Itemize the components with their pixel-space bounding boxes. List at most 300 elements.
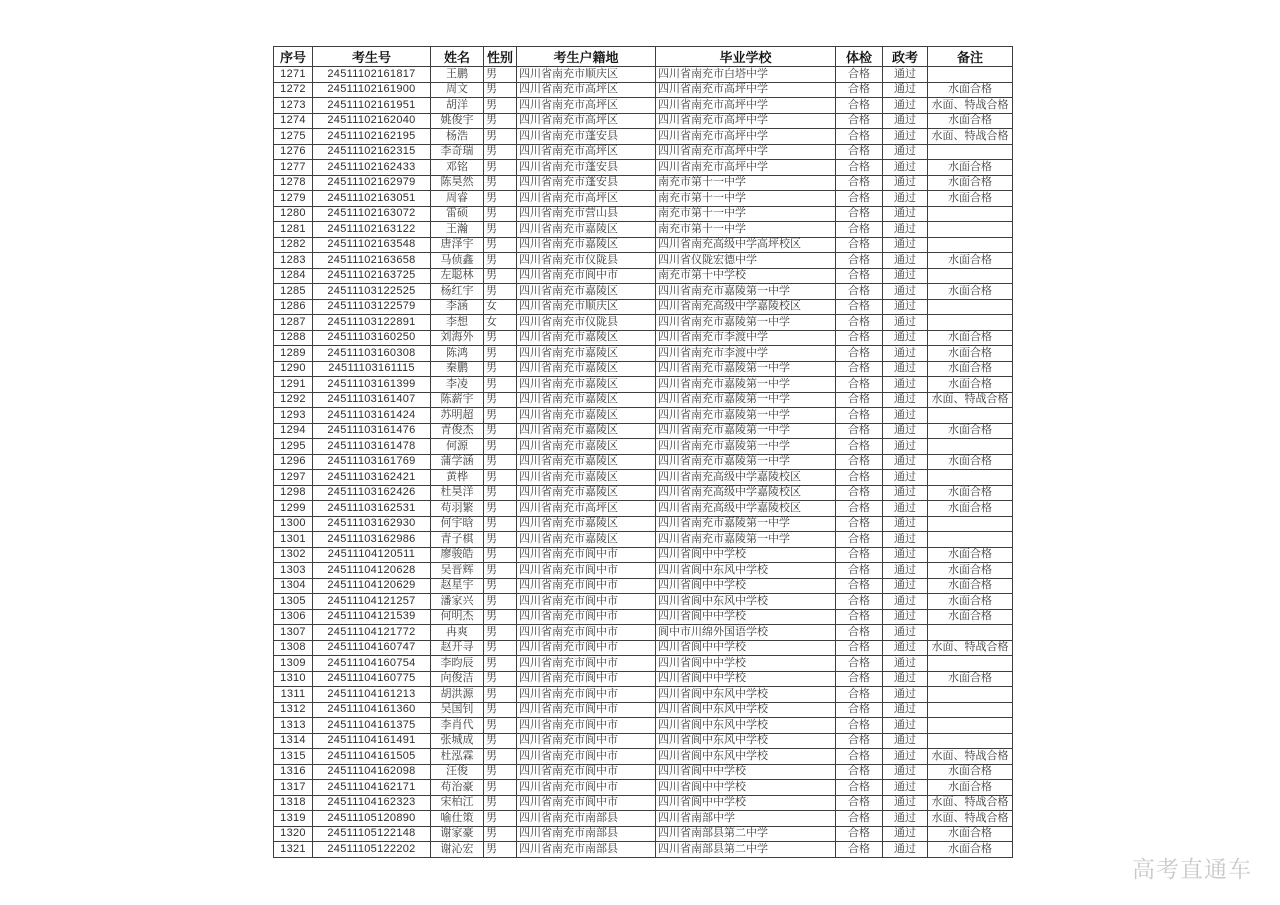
cell-candidate-id: 24511102163548 — [313, 237, 431, 253]
cell-school: 四川省阆中东风中学校 — [656, 563, 836, 579]
cell-political-exam: 通过 — [883, 811, 928, 827]
table-row — [274, 237, 1013, 253]
cell-seq: 1307 — [274, 625, 313, 641]
cell-seq: 1318 — [274, 795, 313, 811]
cell-candidate-id: 24511104121257 — [313, 594, 431, 610]
table-row — [274, 67, 1013, 83]
cell-remark: 水面合格 — [928, 547, 1013, 563]
cell-school: 四川省南充高级中学嘉陵校区 — [656, 485, 836, 501]
table-row — [274, 284, 1013, 300]
cell-candidate-id: 24511103122525 — [313, 284, 431, 300]
table-row — [274, 315, 1013, 331]
column-header-name: 姓名 — [431, 47, 484, 67]
table-row — [274, 129, 1013, 145]
cell-school: 四川省南充市嘉陵第一中学 — [656, 516, 836, 532]
cell-school: 南充市第十一中学 — [656, 206, 836, 222]
cell-remark — [928, 702, 1013, 718]
cell-political-exam: 通过 — [883, 237, 928, 253]
cell-school: 四川省阆中中学校 — [656, 764, 836, 780]
cell-name: 胡洋 — [431, 98, 484, 114]
cell-physical-exam: 合格 — [836, 532, 883, 548]
table-row — [274, 222, 1013, 238]
cell-political-exam: 通过 — [883, 129, 928, 145]
cell-candidate-id: 24511102161900 — [313, 82, 431, 98]
cell-physical-exam: 合格 — [836, 98, 883, 114]
cell-seq: 1282 — [274, 237, 313, 253]
table-row — [274, 485, 1013, 501]
cell-political-exam: 通过 — [883, 392, 928, 408]
cell-school: 四川省南充高级中学嘉陵校区 — [656, 470, 836, 486]
table-row — [274, 702, 1013, 718]
cell-household: 四川省南充市阆中市 — [517, 547, 656, 563]
cell-household: 四川省南充市嘉陵区 — [517, 470, 656, 486]
cell-physical-exam: 合格 — [836, 656, 883, 672]
cell-remark — [928, 144, 1013, 160]
cell-name: 王瀚 — [431, 222, 484, 238]
cell-gender: 男 — [484, 764, 517, 780]
cell-political-exam: 通过 — [883, 594, 928, 610]
cell-physical-exam: 合格 — [836, 795, 883, 811]
cell-seq: 1283 — [274, 253, 313, 269]
cell-household: 四川省南充市高坪区 — [517, 113, 656, 129]
cell-political-exam: 通过 — [883, 764, 928, 780]
cell-seq: 1317 — [274, 780, 313, 796]
cell-household: 四川省南充市阆中市 — [517, 594, 656, 610]
cell-gender: 男 — [484, 129, 517, 145]
cell-physical-exam: 合格 — [836, 315, 883, 331]
cell-gender: 男 — [484, 733, 517, 749]
cell-political-exam: 通过 — [883, 640, 928, 656]
cell-remark — [928, 67, 1013, 83]
cell-candidate-id: 24511104162098 — [313, 764, 431, 780]
cell-candidate-id: 24511104162323 — [313, 795, 431, 811]
cell-physical-exam: 合格 — [836, 144, 883, 160]
cell-remark — [928, 237, 1013, 253]
cell-candidate-id: 24511105122148 — [313, 826, 431, 842]
cell-remark — [928, 408, 1013, 424]
cell-political-exam: 通过 — [883, 82, 928, 98]
cell-household: 四川省南充市阆中市 — [517, 640, 656, 656]
cell-seq: 1305 — [274, 594, 313, 610]
cell-name: 李奇瑞 — [431, 144, 484, 160]
cell-physical-exam: 合格 — [836, 764, 883, 780]
cell-seq: 1279 — [274, 191, 313, 207]
cell-school: 四川省南充市嘉陵第一中学 — [656, 377, 836, 393]
cell-gender: 男 — [484, 625, 517, 641]
cell-political-exam: 通过 — [883, 113, 928, 129]
cell-household: 四川省南充市营山县 — [517, 206, 656, 222]
cell-household: 四川省南充市南部县 — [517, 826, 656, 842]
cell-household: 四川省南充市嘉陵区 — [517, 454, 656, 470]
cell-gender: 男 — [484, 811, 517, 827]
cell-physical-exam: 合格 — [836, 485, 883, 501]
cell-seq: 1281 — [274, 222, 313, 238]
cell-name: 杜泓霖 — [431, 749, 484, 765]
cell-name: 唐泽宇 — [431, 237, 484, 253]
cell-school: 四川省阆中中学校 — [656, 671, 836, 687]
cell-physical-exam: 合格 — [836, 206, 883, 222]
cell-physical-exam: 合格 — [836, 361, 883, 377]
cell-candidate-id: 24511102163051 — [313, 191, 431, 207]
table-row — [274, 82, 1013, 98]
cell-gender: 女 — [484, 315, 517, 331]
cell-gender: 男 — [484, 516, 517, 532]
cell-name: 胡洪源 — [431, 687, 484, 703]
cell-household: 四川省南充市阆中市 — [517, 764, 656, 780]
cell-gender: 男 — [484, 718, 517, 734]
cell-household: 四川省南充市高坪区 — [517, 191, 656, 207]
cell-name: 李凌 — [431, 377, 484, 393]
cell-name: 杜昊洋 — [431, 485, 484, 501]
cell-seq: 1319 — [274, 811, 313, 827]
cell-physical-exam: 合格 — [836, 423, 883, 439]
cell-seq: 1296 — [274, 454, 313, 470]
cell-remark — [928, 516, 1013, 532]
column-header-physical-exam: 体检 — [836, 47, 883, 67]
cell-household: 四川省南充市阆中市 — [517, 733, 656, 749]
cell-name: 杨浩 — [431, 129, 484, 145]
cell-candidate-id: 24511102163072 — [313, 206, 431, 222]
cell-gender: 男 — [484, 687, 517, 703]
cell-school: 四川省南充市嘉陵第一中学 — [656, 392, 836, 408]
cell-candidate-id: 24511104121772 — [313, 625, 431, 641]
cell-gender: 男 — [484, 826, 517, 842]
cell-household: 四川省南充市阆中市 — [517, 609, 656, 625]
table-row — [274, 268, 1013, 284]
cell-candidate-id: 24511102162040 — [313, 113, 431, 129]
cell-remark — [928, 718, 1013, 734]
cell-school: 四川省阆中中学校 — [656, 656, 836, 672]
cell-physical-exam: 合格 — [836, 625, 883, 641]
cell-name: 王鹏 — [431, 67, 484, 83]
cell-household: 四川省南充市高坪区 — [517, 501, 656, 517]
cell-name: 左聪林 — [431, 268, 484, 284]
cell-candidate-id: 24511103161399 — [313, 377, 431, 393]
cell-physical-exam: 合格 — [836, 578, 883, 594]
cell-seq: 1276 — [274, 144, 313, 160]
cell-candidate-id: 24511104160775 — [313, 671, 431, 687]
cell-school: 南充市第十一中学 — [656, 222, 836, 238]
cell-remark: 水面合格 — [928, 377, 1013, 393]
cell-seq: 1301 — [274, 532, 313, 548]
cell-gender: 男 — [484, 454, 517, 470]
cell-remark — [928, 439, 1013, 455]
cell-physical-exam: 合格 — [836, 439, 883, 455]
cell-physical-exam: 合格 — [836, 454, 883, 470]
cell-political-exam: 通过 — [883, 485, 928, 501]
cell-name: 秦鹏 — [431, 361, 484, 377]
cell-physical-exam: 合格 — [836, 826, 883, 842]
cell-physical-exam: 合格 — [836, 377, 883, 393]
cell-household: 四川省南充市嘉陵区 — [517, 237, 656, 253]
cell-household: 四川省南充市嘉陵区 — [517, 361, 656, 377]
cell-political-exam: 通过 — [883, 780, 928, 796]
cell-candidate-id: 24511102161951 — [313, 98, 431, 114]
cell-household: 四川省南充市阆中市 — [517, 687, 656, 703]
cell-political-exam: 通过 — [883, 423, 928, 439]
cell-name: 雷硕 — [431, 206, 484, 222]
cell-candidate-id: 24511104120629 — [313, 578, 431, 594]
cell-seq: 1311 — [274, 687, 313, 703]
cell-name: 何宇晗 — [431, 516, 484, 532]
table-row — [274, 346, 1013, 362]
cell-name: 青子棋 — [431, 532, 484, 548]
cell-gender: 男 — [484, 175, 517, 191]
cell-household: 四川省南充市顺庆区 — [517, 67, 656, 83]
cell-remark: 水面合格 — [928, 253, 1013, 269]
cell-candidate-id: 24511103161478 — [313, 439, 431, 455]
cell-physical-exam: 合格 — [836, 392, 883, 408]
cell-household: 四川省南充市嘉陵区 — [517, 516, 656, 532]
cell-political-exam: 通过 — [883, 160, 928, 176]
cell-seq: 1285 — [274, 284, 313, 300]
cell-seq: 1310 — [274, 671, 313, 687]
cell-candidate-id: 24511104161360 — [313, 702, 431, 718]
cell-remark: 水面、特战合格 — [928, 98, 1013, 114]
cell-seq: 1306 — [274, 609, 313, 625]
cell-seq: 1277 — [274, 160, 313, 176]
cell-remark: 水面合格 — [928, 191, 1013, 207]
cell-school: 四川省南充市嘉陵第一中学 — [656, 284, 836, 300]
cell-remark: 水面合格 — [928, 501, 1013, 517]
cell-name: 谢沁宏 — [431, 842, 484, 858]
cell-remark — [928, 687, 1013, 703]
cell-remark — [928, 656, 1013, 672]
cell-remark: 水面合格 — [928, 423, 1013, 439]
cell-candidate-id: 24511104121539 — [313, 609, 431, 625]
cell-remark: 水面、特战合格 — [928, 129, 1013, 145]
cell-candidate-id: 24511102163122 — [313, 222, 431, 238]
cell-remark: 水面合格 — [928, 361, 1013, 377]
table-row — [274, 175, 1013, 191]
cell-seq: 1298 — [274, 485, 313, 501]
cell-school: 四川省南充高级中学嘉陵校区 — [656, 501, 836, 517]
cell-household: 四川省南充市阆中市 — [517, 795, 656, 811]
cell-seq: 1314 — [274, 733, 313, 749]
cell-school: 四川省阆中东风中学校 — [656, 733, 836, 749]
cell-name: 李涵 — [431, 299, 484, 315]
cell-household: 四川省南充市高坪区 — [517, 82, 656, 98]
table-row — [274, 361, 1013, 377]
cell-political-exam: 通过 — [883, 175, 928, 191]
cell-school: 四川省南充市高坪中学 — [656, 113, 836, 129]
cell-gender: 女 — [484, 299, 517, 315]
cell-political-exam: 通过 — [883, 144, 928, 160]
cell-school: 南充市第十一中学 — [656, 175, 836, 191]
cell-physical-exam: 合格 — [836, 640, 883, 656]
cell-household: 四川省南充市仪陇县 — [517, 315, 656, 331]
cell-political-exam: 通过 — [883, 346, 928, 362]
cell-candidate-id: 24511104161491 — [313, 733, 431, 749]
cell-school: 四川省阆中中学校 — [656, 640, 836, 656]
cell-gender: 男 — [484, 284, 517, 300]
cell-school: 南充市第十中学校 — [656, 268, 836, 284]
cell-physical-exam: 合格 — [836, 470, 883, 486]
cell-school: 四川省南部中学 — [656, 811, 836, 827]
column-header-remark: 备注 — [928, 47, 1013, 67]
cell-political-exam: 通过 — [883, 625, 928, 641]
cell-school: 四川省南充市高坪中学 — [656, 129, 836, 145]
cell-gender: 男 — [484, 160, 517, 176]
cell-candidate-id: 24511103162986 — [313, 532, 431, 548]
cell-physical-exam: 合格 — [836, 299, 883, 315]
cell-seq: 1289 — [274, 346, 313, 362]
cell-household: 四川省南充市嘉陵区 — [517, 346, 656, 362]
cell-candidate-id: 24511104162171 — [313, 780, 431, 796]
cell-remark: 水面合格 — [928, 594, 1013, 610]
cell-gender: 男 — [484, 671, 517, 687]
cell-remark: 水面合格 — [928, 578, 1013, 594]
cell-political-exam: 通过 — [883, 749, 928, 765]
cell-name: 周睿 — [431, 191, 484, 207]
cell-name: 陈鸿 — [431, 346, 484, 362]
cell-seq: 1284 — [274, 268, 313, 284]
column-header-political-exam: 政考 — [883, 47, 928, 67]
cell-physical-exam: 合格 — [836, 501, 883, 517]
cell-remark: 水面合格 — [928, 82, 1013, 98]
cell-household: 四川省南充市嘉陵区 — [517, 330, 656, 346]
cell-political-exam: 通过 — [883, 470, 928, 486]
cell-school: 四川省南充市嘉陵第一中学 — [656, 423, 836, 439]
cell-political-exam: 通过 — [883, 439, 928, 455]
cell-name: 李想 — [431, 315, 484, 331]
cell-school: 四川省阆中中学校 — [656, 547, 836, 563]
cell-gender: 男 — [484, 191, 517, 207]
cell-school: 四川省南充市高坪中学 — [656, 160, 836, 176]
cell-remark — [928, 299, 1013, 315]
watermark-gaokao-express: 高考直通车 — [1132, 857, 1252, 882]
table-row — [274, 718, 1013, 734]
cell-household: 四川省南充市阆中市 — [517, 749, 656, 765]
cell-seq: 1303 — [274, 563, 313, 579]
cell-physical-exam: 合格 — [836, 563, 883, 579]
table-body — [274, 67, 1013, 858]
cell-seq: 1293 — [274, 408, 313, 424]
cell-political-exam: 通过 — [883, 377, 928, 393]
cell-household: 四川省南充市高坪区 — [517, 144, 656, 160]
cell-household: 四川省南充市蓬安县 — [517, 129, 656, 145]
cell-school: 四川省南充市李渡中学 — [656, 346, 836, 362]
cell-candidate-id: 24511103162930 — [313, 516, 431, 532]
cell-household: 四川省南充市阆中市 — [517, 268, 656, 284]
cell-physical-exam: 合格 — [836, 237, 883, 253]
cell-candidate-id: 24511103162421 — [313, 470, 431, 486]
table-row — [274, 780, 1013, 796]
cell-gender: 男 — [484, 98, 517, 114]
cell-physical-exam: 合格 — [836, 330, 883, 346]
cell-physical-exam: 合格 — [836, 842, 883, 858]
cell-household: 四川省南充市高坪区 — [517, 98, 656, 114]
cell-name: 赵开寻 — [431, 640, 484, 656]
cell-physical-exam: 合格 — [836, 702, 883, 718]
table-row — [274, 470, 1013, 486]
cell-political-exam: 通过 — [883, 98, 928, 114]
cell-candidate-id: 24511104120511 — [313, 547, 431, 563]
cell-school: 四川省南充市嘉陵第一中学 — [656, 454, 836, 470]
cell-physical-exam: 合格 — [836, 609, 883, 625]
cell-political-exam: 通过 — [883, 702, 928, 718]
cell-name: 黄桦 — [431, 470, 484, 486]
cell-political-exam: 通过 — [883, 516, 928, 532]
cell-household: 四川省南充市嘉陵区 — [517, 392, 656, 408]
cell-school: 四川省南充市嘉陵第一中学 — [656, 408, 836, 424]
cell-gender: 男 — [484, 408, 517, 424]
cell-school: 四川省仪陇宏德中学 — [656, 253, 836, 269]
cell-physical-exam: 合格 — [836, 160, 883, 176]
cell-physical-exam: 合格 — [836, 516, 883, 532]
cell-gender: 男 — [484, 346, 517, 362]
cell-political-exam: 通过 — [883, 253, 928, 269]
cell-name: 张城成 — [431, 733, 484, 749]
table-row — [274, 594, 1013, 610]
cell-school: 四川省南部县第二中学 — [656, 842, 836, 858]
cell-remark: 水面合格 — [928, 175, 1013, 191]
cell-school: 四川省南充高级中学嘉陵校区 — [656, 299, 836, 315]
cell-household: 四川省南充市嘉陵区 — [517, 439, 656, 455]
cell-household: 四川省南充市嘉陵区 — [517, 423, 656, 439]
cell-household: 四川省南充市阆中市 — [517, 563, 656, 579]
cell-remark: 水面合格 — [928, 842, 1013, 858]
table-row — [274, 671, 1013, 687]
table-row — [274, 454, 1013, 470]
cell-political-exam: 通过 — [883, 563, 928, 579]
cell-name: 喻仕策 — [431, 811, 484, 827]
cell-school: 四川省阆中东风中学校 — [656, 702, 836, 718]
cell-gender: 男 — [484, 361, 517, 377]
cell-gender: 男 — [484, 594, 517, 610]
cell-candidate-id: 24511103161769 — [313, 454, 431, 470]
table-row — [274, 408, 1013, 424]
cell-remark — [928, 222, 1013, 238]
cell-gender: 男 — [484, 563, 517, 579]
cell-remark: 水面合格 — [928, 485, 1013, 501]
table-row — [274, 640, 1013, 656]
cell-household: 四川省南充市嘉陵区 — [517, 485, 656, 501]
cell-physical-exam: 合格 — [836, 547, 883, 563]
cell-candidate-id: 24511103161424 — [313, 408, 431, 424]
cell-physical-exam: 合格 — [836, 222, 883, 238]
cell-gender: 男 — [484, 795, 517, 811]
cell-gender: 男 — [484, 532, 517, 548]
cell-school: 四川省南充市白塔中学 — [656, 67, 836, 83]
cell-gender: 男 — [484, 578, 517, 594]
table-row — [274, 563, 1013, 579]
cell-gender: 男 — [484, 439, 517, 455]
cell-school: 四川省阆中中学校 — [656, 795, 836, 811]
table-row — [274, 423, 1013, 439]
cell-remark: 水面合格 — [928, 671, 1013, 687]
cell-physical-exam: 合格 — [836, 811, 883, 827]
table-row — [274, 532, 1013, 548]
cell-school: 四川省南充市嘉陵第一中学 — [656, 361, 836, 377]
cell-seq: 1297 — [274, 470, 313, 486]
table-row — [274, 439, 1013, 455]
cell-remark: 水面、特战合格 — [928, 749, 1013, 765]
table-row — [274, 206, 1013, 222]
cell-school: 四川省阆中东风中学校 — [656, 687, 836, 703]
cell-gender: 男 — [484, 222, 517, 238]
column-header-household: 考生户籍地 — [517, 47, 656, 67]
cell-seq: 1294 — [274, 423, 313, 439]
cell-name: 李昀辰 — [431, 656, 484, 672]
cell-seq: 1286 — [274, 299, 313, 315]
cell-school: 四川省南充市高坪中学 — [656, 82, 836, 98]
cell-household: 四川省南充市仪陇县 — [517, 253, 656, 269]
cell-name: 李肖代 — [431, 718, 484, 734]
cell-candidate-id: 24511104160754 — [313, 656, 431, 672]
cell-seq: 1288 — [274, 330, 313, 346]
cell-school: 南充市第十一中学 — [656, 191, 836, 207]
